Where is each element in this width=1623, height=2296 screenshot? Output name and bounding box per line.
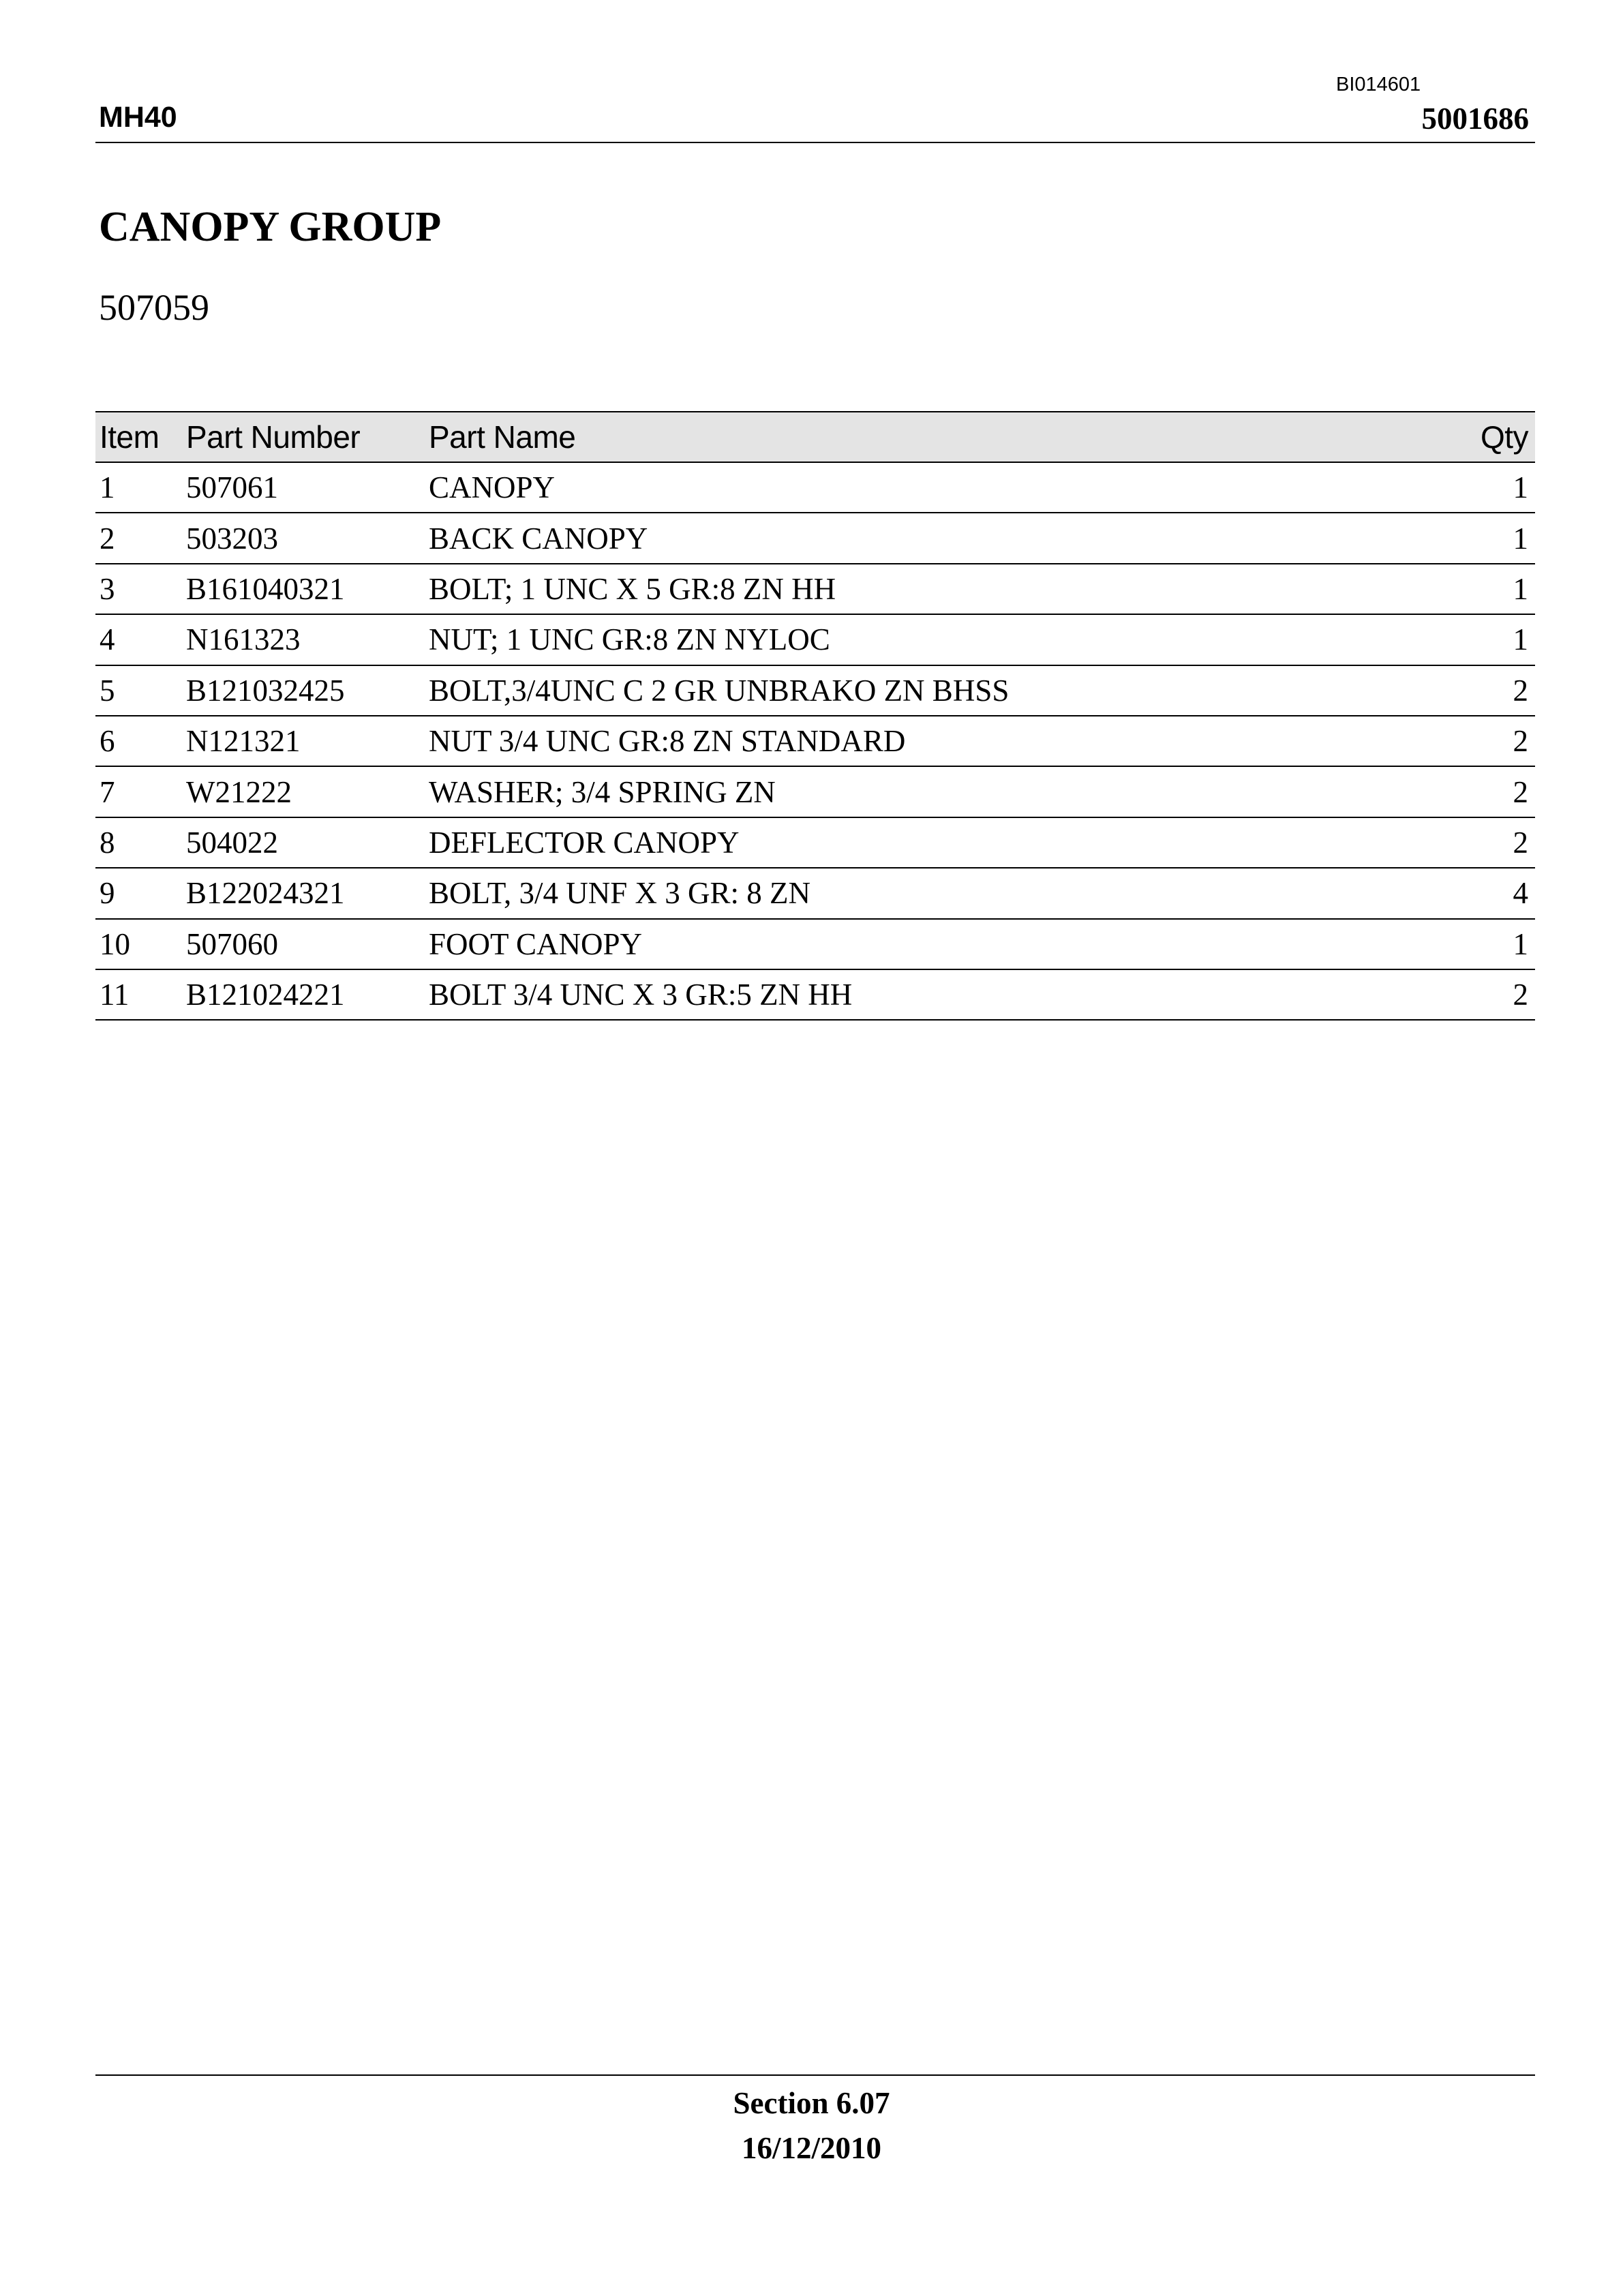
cell-part-name: NUT 3/4 UNC GR:8 ZN STANDARD bbox=[429, 724, 906, 759]
page-footer bbox=[0, 2081, 1623, 2171]
table-row bbox=[95, 817, 1535, 868]
cell-qty: 1 bbox=[1513, 622, 1528, 657]
cell-qty: 1 bbox=[1513, 571, 1528, 606]
cell-qty: 2 bbox=[1513, 978, 1528, 1012]
table-row bbox=[95, 462, 1535, 513]
cell-part-number: B161040321 bbox=[186, 571, 345, 606]
cell-item: 11 bbox=[100, 978, 130, 1012]
column-header-item: Item bbox=[100, 419, 160, 455]
cell-item: 3 bbox=[100, 571, 115, 606]
section-label: Section 6.07 bbox=[733, 2086, 890, 2120]
table-row bbox=[95, 868, 1535, 918]
cell-part-name: NUT; 1 UNC GR:8 ZN NYLOC bbox=[429, 622, 830, 657]
cell-item: 8 bbox=[100, 825, 115, 860]
table-row bbox=[95, 665, 1535, 716]
machine-model: MH40 bbox=[99, 101, 177, 134]
column-header-qty: Qty bbox=[1480, 419, 1528, 455]
cell-part-name: WASHER; 3/4 SPRING ZN bbox=[429, 774, 776, 809]
cell-item: 1 bbox=[100, 470, 115, 505]
cell-part-number: W21222 bbox=[186, 774, 292, 809]
cell-part-number: N121321 bbox=[186, 724, 301, 759]
table-header-row bbox=[95, 412, 1535, 462]
cell-part-name: BOLT,3/4UNC C 2 GR UNBRAKO ZN BHSS bbox=[429, 673, 1010, 708]
cell-qty: 2 bbox=[1513, 825, 1528, 860]
cell-item: 9 bbox=[100, 876, 115, 911]
table-row bbox=[95, 969, 1535, 1020]
cell-item: 7 bbox=[100, 774, 115, 809]
footer-date: 16/12/2010 bbox=[741, 2131, 881, 2165]
cell-part-name: BOLT; 1 UNC X 5 GR:8 ZN HH bbox=[429, 571, 836, 606]
cell-qty: 2 bbox=[1513, 774, 1528, 809]
cell-part-number: N161323 bbox=[186, 622, 301, 657]
cell-qty: 1 bbox=[1513, 521, 1528, 556]
cell-part-number: B121024221 bbox=[186, 978, 345, 1012]
table-row bbox=[95, 513, 1535, 563]
document-id: BI014601 bbox=[1336, 74, 1421, 95]
header-divider bbox=[95, 142, 1535, 143]
cell-qty: 2 bbox=[1513, 724, 1528, 759]
cell-item: 4 bbox=[100, 622, 115, 657]
column-header-part-name: Part Name bbox=[429, 419, 576, 455]
assembly-number: 507059 bbox=[99, 287, 209, 328]
cell-part-number: 503203 bbox=[186, 521, 278, 556]
table-body bbox=[95, 462, 1535, 1020]
cell-item: 10 bbox=[100, 926, 130, 961]
cell-item: 2 bbox=[100, 521, 115, 556]
cell-qty: 4 bbox=[1513, 876, 1528, 911]
cell-item: 5 bbox=[100, 673, 115, 708]
cell-part-number: 507061 bbox=[186, 470, 278, 505]
cell-item: 6 bbox=[100, 724, 115, 759]
cell-part-number: B121032425 bbox=[186, 673, 345, 708]
parts-table bbox=[95, 411, 1535, 1021]
column-header-part-number: Part Number bbox=[186, 419, 361, 455]
cell-qty: 1 bbox=[1513, 470, 1528, 505]
table-row bbox=[95, 919, 1535, 969]
cell-qty: 2 bbox=[1513, 673, 1528, 708]
table-row bbox=[95, 564, 1535, 614]
cell-part-name: DEFLECTOR CANOPY bbox=[429, 825, 740, 860]
cell-part-number: 507060 bbox=[186, 926, 278, 961]
table-row bbox=[95, 766, 1535, 817]
cell-part-name: BOLT, 3/4 UNF X 3 GR: 8 ZN bbox=[429, 876, 811, 911]
table-row bbox=[95, 716, 1535, 766]
cell-part-number: 504022 bbox=[186, 825, 278, 860]
cell-part-name: CANOPY bbox=[429, 470, 556, 505]
cell-part-name: BOLT 3/4 UNC X 3 GR:5 ZN HH bbox=[429, 978, 853, 1012]
footer-divider bbox=[95, 2074, 1535, 2076]
document-number: 5001686 bbox=[1421, 102, 1529, 136]
page-title: CANOPY GROUP bbox=[99, 204, 442, 250]
cell-qty: 1 bbox=[1513, 926, 1528, 961]
cell-part-name: FOOT CANOPY bbox=[429, 926, 642, 961]
cell-part-number: B122024321 bbox=[186, 876, 345, 911]
table-row bbox=[95, 614, 1535, 665]
cell-part-name: BACK CANOPY bbox=[429, 521, 648, 556]
